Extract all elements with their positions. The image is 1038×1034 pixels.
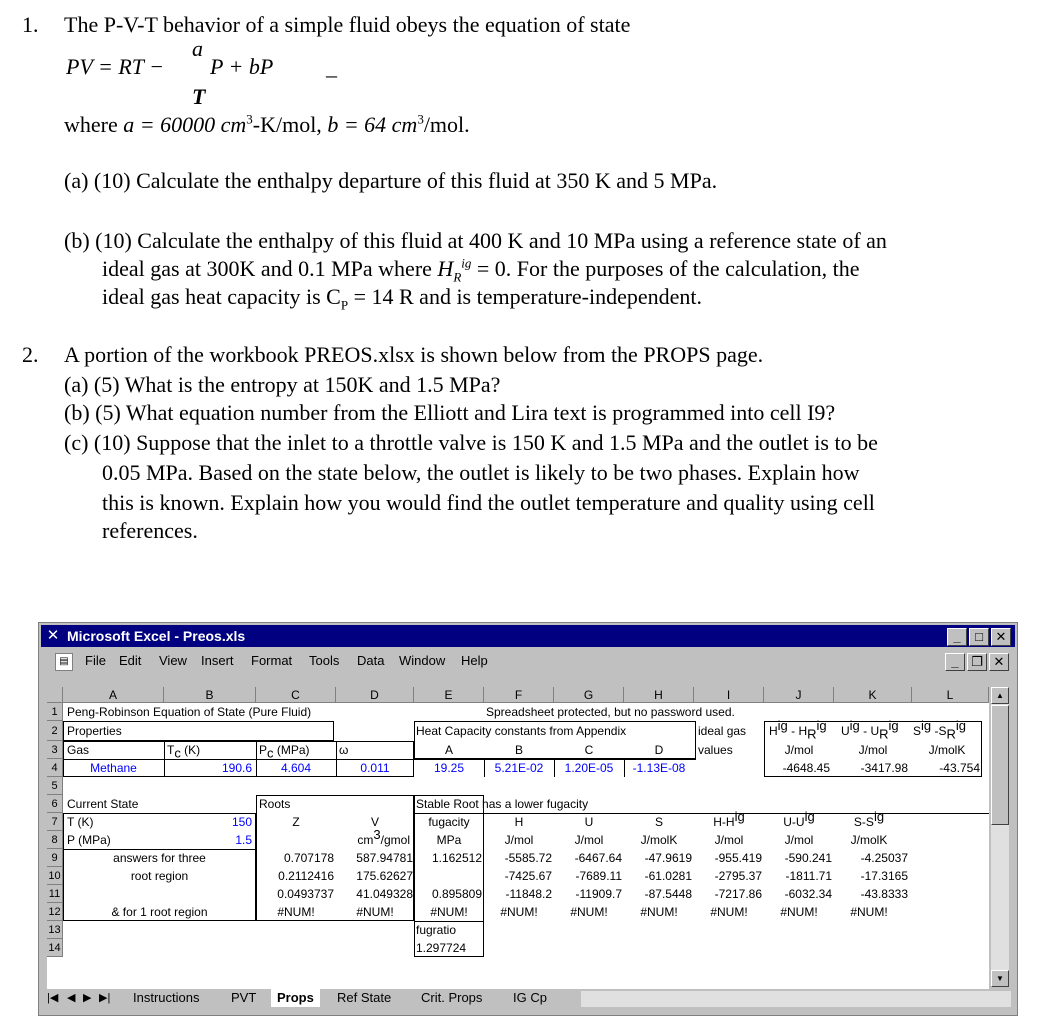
l2-sep: -S bbox=[931, 724, 947, 738]
cell-a1[interactable]: Peng-Robinson Equation of State (Pure Fluid) bbox=[67, 705, 312, 719]
cell-f8[interactable]: J/mol bbox=[504, 833, 534, 847]
cell-g8[interactable]: J/mol bbox=[574, 833, 604, 847]
row-header-3[interactable]: 3 bbox=[47, 741, 63, 759]
where-line bbox=[64, 112, 470, 138]
cell-g3[interactable]: C bbox=[584, 743, 594, 757]
cell-i3[interactable]: values bbox=[698, 743, 733, 757]
workbook-icon[interactable]: ▤ bbox=[55, 653, 73, 671]
cell-h10[interactable]: -61.0281 bbox=[644, 869, 692, 883]
q1-part-b-line1: (b) (10) Calculate the enthalpy of this fluid at 400 K and 10 MPa using a reference state of an bbox=[64, 228, 887, 253]
cell-a6[interactable]: Current State bbox=[67, 797, 139, 811]
cell-j4[interactable]: -4648.45 bbox=[782, 761, 830, 775]
cell-i12[interactable]: #NUM! bbox=[710, 905, 748, 919]
cell-d10[interactable]: 175.62627 bbox=[356, 869, 413, 883]
cell-a9[interactable]: answers for three bbox=[113, 851, 206, 865]
row-header-10[interactable]: 10 bbox=[47, 867, 63, 885]
row-header-14[interactable]: 14 bbox=[47, 939, 63, 957]
cell-h11[interactable]: -87.5448 bbox=[644, 887, 692, 901]
cell-b8[interactable]: 1.5 bbox=[235, 833, 252, 847]
cell-i8[interactable]: J/mol bbox=[714, 833, 744, 847]
equation-lhs: PV = RT − bbox=[66, 54, 164, 79]
col-header-b[interactable]: B bbox=[164, 687, 256, 703]
cell-f3[interactable]: B bbox=[514, 743, 523, 757]
d8-post: /gmol bbox=[380, 833, 410, 847]
part-b-l3-pre: ideal gas heat capacity is C bbox=[102, 284, 341, 309]
excel-title-bar bbox=[41, 625, 1015, 647]
menu-data[interactable]: Data bbox=[357, 653, 385, 668]
part-b-l2-post: = 0. For the purposes of the calculation, the bbox=[476, 256, 860, 281]
l2-S: S bbox=[913, 724, 922, 738]
cell-g7[interactable]: U bbox=[584, 815, 594, 829]
cell-c12[interactable]: #NUM! bbox=[277, 905, 315, 919]
cell-g9[interactable]: -6467.64 bbox=[574, 851, 622, 865]
cell-e2[interactable]: Heat Capacity constants from Appendix bbox=[416, 724, 627, 738]
cell-c3[interactable] bbox=[259, 741, 310, 759]
cell-l4[interactable]: -43.754 bbox=[939, 761, 980, 775]
cell-k2[interactable] bbox=[841, 718, 899, 742]
where-prefix: where bbox=[64, 112, 118, 137]
cell-j12[interactable]: #NUM! bbox=[780, 905, 818, 919]
tab-ref-state[interactable]: Ref State bbox=[337, 990, 392, 1005]
cell-k11[interactable]: -43.8333 bbox=[860, 887, 908, 901]
cell-f4[interactable]: 5.21E-02 bbox=[494, 761, 544, 775]
cell-h12[interactable]: #NUM! bbox=[640, 905, 678, 919]
cell-k7[interactable] bbox=[834, 809, 904, 831]
l2-ig: ig bbox=[921, 718, 932, 733]
q1-intro: The P-V-T behavior of a simple fluid obeys the equation of state bbox=[64, 12, 631, 37]
part-b-l3-post: = 14 R and is temperature-independent. bbox=[353, 284, 703, 309]
row-header-9[interactable]: 9 bbox=[47, 849, 63, 867]
k2-R: R bbox=[879, 726, 889, 742]
cell-a2[interactable]: Properties bbox=[67, 724, 122, 738]
cell-a10[interactable]: root region bbox=[130, 869, 189, 883]
cell-j11[interactable]: -6032.34 bbox=[784, 887, 832, 901]
cell-e3[interactable]: A bbox=[444, 743, 453, 757]
row-header-12[interactable]: 12 bbox=[47, 903, 63, 921]
where-a: a = 60000 cm bbox=[123, 112, 247, 137]
doc-minimize-icon[interactable]: _ bbox=[945, 653, 965, 671]
row-header-2[interactable]: 2 bbox=[47, 721, 63, 741]
tab-first-icon[interactable]: |◀ bbox=[47, 992, 59, 1004]
cell-j3[interactable]: J/mol bbox=[784, 743, 814, 757]
tab-next-icon[interactable]: ▶ bbox=[83, 992, 92, 1004]
cell-d4[interactable]: 0.011 bbox=[360, 761, 390, 775]
cell-f11[interactable]: -11848.2 bbox=[505, 887, 552, 901]
col-header-i[interactable]: I bbox=[694, 687, 764, 703]
d8-cm: cm bbox=[357, 833, 374, 847]
cell-d7[interactable]: V bbox=[370, 815, 379, 829]
c3-post: (MPa) bbox=[273, 743, 310, 757]
cell-c6[interactable]: Roots bbox=[259, 797, 291, 811]
cell-h8[interactable]: J/molK bbox=[640, 833, 678, 847]
excel-title: Microsoft Excel - Preos.xls bbox=[67, 628, 246, 644]
cell-f12[interactable]: #NUM! bbox=[500, 905, 538, 919]
col-header-e[interactable]: E bbox=[414, 687, 484, 703]
cell-e12[interactable]: #NUM! bbox=[430, 905, 468, 919]
q2-intro: A portion of the workbook PREOS.xlsx is shown below from the PROPS page. bbox=[64, 342, 764, 367]
q1-part-b-line3 bbox=[102, 284, 703, 313]
cell-f7[interactable]: H bbox=[514, 815, 524, 829]
q2-part-c-line2: 0.05 MPa. Based on the state below, the outlet is likely to be two phases. Explain how bbox=[102, 460, 860, 485]
doc-close-icon[interactable]: ✕ bbox=[989, 653, 1009, 671]
cell-j7[interactable] bbox=[764, 809, 834, 831]
col-header-d[interactable]: D bbox=[336, 687, 414, 703]
part-b-H: H bbox=[437, 256, 454, 281]
cell-c7[interactable]: Z bbox=[292, 815, 300, 829]
tab-last-icon[interactable]: ▶| bbox=[99, 992, 111, 1004]
vertical-scrollbar[interactable] bbox=[991, 687, 1009, 987]
cell-e14[interactable]: 1.297724 bbox=[416, 941, 467, 955]
cell-g4[interactable]: 1.20E-05 bbox=[564, 761, 614, 775]
cell-h7[interactable]: S bbox=[654, 815, 663, 829]
tab-ig-cp[interactable]: IG Cp bbox=[513, 990, 547, 1005]
cell-k4[interactable]: -3417.98 bbox=[860, 761, 908, 775]
cell-l3[interactable]: J/molK bbox=[928, 743, 966, 757]
col-header-j[interactable]: J bbox=[764, 687, 834, 703]
cell-g11[interactable]: -11909.7 bbox=[575, 887, 622, 901]
col-header-l[interactable]: L bbox=[912, 687, 989, 703]
c3-c: c bbox=[267, 745, 274, 761]
j2-ig: ig bbox=[777, 718, 788, 733]
equation-rest: P + bP bbox=[210, 54, 274, 79]
spreadsheet-grid[interactable] bbox=[47, 687, 989, 989]
cell-l2[interactable] bbox=[913, 718, 966, 742]
cell-d9[interactable]: 587.94781 bbox=[356, 851, 413, 865]
cell-f10[interactable]: -7425.67 bbox=[504, 869, 552, 883]
l2-ig2: ig bbox=[955, 718, 966, 733]
k2-sep: - U bbox=[859, 724, 880, 738]
cell-j8[interactable]: J/mol bbox=[784, 833, 814, 847]
cell-e9[interactable]: 1.162512 bbox=[431, 851, 482, 865]
q1-part-a: (a) (10) Calculate the enthalpy departure of this fluid at 350 K and 5 MPa. bbox=[64, 168, 718, 193]
tab-pvt[interactable]: PVT bbox=[231, 990, 257, 1005]
tab-crit-props[interactable]: Crit. Props bbox=[421, 990, 483, 1005]
select-all-corner[interactable] bbox=[47, 687, 63, 703]
q2-part-c-line4: references. bbox=[102, 518, 198, 543]
cell-f1[interactable]: Spreadsheet protected, but no password used. bbox=[486, 705, 735, 719]
cell-e4[interactable]: 19.25 bbox=[433, 761, 465, 775]
cell-i10[interactable]: -2795.37 bbox=[714, 869, 762, 883]
equation-a: a bbox=[192, 36, 203, 61]
tab-prev-icon[interactable]: ◀ bbox=[67, 992, 76, 1004]
close-icon[interactable]: ✕ bbox=[991, 628, 1011, 646]
cell-a7[interactable]: T (K) bbox=[67, 815, 94, 829]
cell-a8[interactable]: P (MPa) bbox=[67, 833, 111, 847]
cell-i11[interactable]: -7217.86 bbox=[714, 887, 762, 901]
equation-T: T bbox=[192, 84, 206, 109]
col-header-k[interactable]: K bbox=[834, 687, 912, 703]
part-b-l2-pre: ideal gas at 300K and 0.1 MPa where bbox=[102, 256, 432, 281]
cell-d12[interactable]: #NUM! bbox=[356, 905, 394, 919]
q1-part-b-line2 bbox=[102, 255, 860, 285]
k2-ig2: ig bbox=[888, 718, 899, 733]
scroll-thumb[interactable] bbox=[991, 705, 1009, 825]
maximize-icon[interactable]: □ bbox=[969, 628, 989, 646]
cell-g10[interactable]: -7689.11 bbox=[575, 869, 622, 883]
menu-format[interactable]: Format bbox=[251, 653, 293, 668]
row-header-6[interactable]: 6 bbox=[47, 795, 63, 813]
menu-view[interactable]: View bbox=[159, 653, 187, 668]
where-b-unit: /mol. bbox=[423, 112, 470, 137]
cell-b3[interactable] bbox=[167, 741, 200, 759]
row-header-1[interactable]: 1 bbox=[47, 703, 63, 721]
q2-part-c-line3: this is known. Explain how you would find the outlet temperature and quality using cell bbox=[102, 490, 875, 515]
cell-k12[interactable]: #NUM! bbox=[850, 905, 888, 919]
j7-ig: ig bbox=[804, 809, 815, 824]
cell-k8[interactable]: J/molK bbox=[850, 833, 888, 847]
menu-insert[interactable]: Insert bbox=[201, 653, 234, 668]
k7-ig: ig bbox=[873, 809, 885, 824]
q1-number: 1. bbox=[22, 12, 39, 37]
menu-window[interactable]: Window bbox=[399, 653, 446, 668]
sheet-tabs-bar bbox=[41, 989, 1015, 1009]
cell-k10[interactable]: -17.3165 bbox=[860, 869, 908, 883]
cell-d8[interactable] bbox=[336, 827, 410, 849]
k2-ig: ig bbox=[849, 718, 860, 733]
row-header-7[interactable]: 7 bbox=[47, 813, 63, 831]
cell-h3[interactable]: D bbox=[654, 743, 664, 757]
row-header-11[interactable]: 11 bbox=[47, 885, 63, 903]
k7-text: S-S bbox=[853, 815, 874, 829]
part-b-ig: ig bbox=[461, 255, 472, 271]
cell-a12[interactable]: & for 1 root region bbox=[111, 905, 208, 919]
tab-props[interactable]: Props bbox=[271, 989, 320, 1007]
l2-R: R bbox=[946, 726, 956, 742]
horizontal-scrollbar[interactable] bbox=[581, 991, 1011, 1007]
cell-i2[interactable]: ideal gas bbox=[698, 724, 747, 738]
i7-ig: ig bbox=[734, 809, 745, 824]
col-header-c[interactable]: C bbox=[256, 687, 336, 703]
excel-window bbox=[38, 622, 1018, 1016]
cell-f9[interactable]: -5585.72 bbox=[504, 851, 552, 865]
cell-c4[interactable]: 4.604 bbox=[280, 761, 312, 775]
j2-ig2: ig bbox=[816, 718, 827, 733]
menu-help[interactable]: Help bbox=[461, 653, 488, 668]
cell-e8[interactable]: MPa bbox=[436, 833, 462, 847]
sup-3b: 3 bbox=[417, 111, 424, 127]
j7-text: U-U bbox=[783, 815, 805, 829]
excel-logo-icon: ✕ bbox=[46, 627, 60, 644]
row-header-8[interactable]: 8 bbox=[47, 831, 63, 849]
cell-b7[interactable]: 150 bbox=[231, 815, 252, 829]
cell-d3[interactable]: ω bbox=[339, 743, 349, 757]
b3-post: (K) bbox=[180, 743, 201, 757]
cell-c11[interactable]: 0.0493737 bbox=[277, 887, 334, 901]
scroll-up-icon[interactable]: ▲ bbox=[991, 687, 1009, 704]
row-header-5[interactable]: 5 bbox=[47, 777, 63, 795]
menu-bar bbox=[41, 650, 1015, 672]
col-header-g[interactable]: G bbox=[554, 687, 624, 703]
cell-a3[interactable]: Gas bbox=[67, 743, 90, 757]
q2-part-a: (a) (5) What is the entropy at 150K and 1.5 MPa? bbox=[64, 372, 501, 397]
where-b: b = 64 cm bbox=[327, 112, 418, 137]
d8-3: 3 bbox=[373, 827, 381, 842]
cell-i7[interactable] bbox=[694, 809, 764, 831]
cell-j2[interactable] bbox=[769, 718, 827, 742]
tab-instructions[interactable]: Instructions bbox=[133, 990, 200, 1005]
cell-i9[interactable]: -955.419 bbox=[714, 851, 762, 865]
k2-U: U bbox=[841, 724, 850, 738]
menu-file[interactable]: File bbox=[85, 653, 106, 668]
menu-tools[interactable]: Tools bbox=[309, 653, 340, 668]
q2-number: 2. bbox=[22, 342, 39, 367]
cell-e6[interactable]: Stable Root has a lower fugacity bbox=[416, 797, 589, 811]
scroll-down-icon[interactable]: ▼ bbox=[991, 970, 1009, 987]
cell-h9[interactable]: -47.9619 bbox=[644, 851, 692, 865]
j2-H: H bbox=[769, 724, 778, 738]
cell-h4[interactable]: -1.13E-08 bbox=[632, 761, 686, 775]
doc-restore-icon[interactable]: ❐ bbox=[967, 653, 987, 671]
cell-k9[interactable]: -4.25037 bbox=[860, 851, 908, 865]
b3-T: T bbox=[167, 743, 175, 757]
cell-e11[interactable]: 0.895809 bbox=[431, 887, 482, 901]
cell-e13[interactable]: fugratio bbox=[416, 923, 457, 937]
j2-sep: - H bbox=[787, 724, 808, 738]
where-a-unit: -K/mol, bbox=[252, 112, 322, 137]
menu-edit[interactable]: Edit bbox=[119, 653, 142, 668]
cell-j10[interactable]: -1811.71 bbox=[785, 869, 832, 883]
b3-c: c bbox=[174, 745, 181, 761]
col-header-h[interactable]: H bbox=[624, 687, 694, 703]
c3-P: P bbox=[259, 743, 268, 757]
row-header-4[interactable]: 4 bbox=[47, 759, 63, 777]
cell-c10[interactable]: 0.2112416 bbox=[278, 869, 334, 883]
cell-b4[interactable]: 190.6 bbox=[221, 761, 252, 775]
cell-c9[interactable]: 0.707178 bbox=[283, 851, 334, 865]
q2-part-c-line1: (c) (10) Suppose that the inlet to a throttle valve is 150 K and 1.5 MPa and the outlet is to be bbox=[64, 430, 878, 455]
sup-3: 3 bbox=[246, 111, 253, 127]
minimize-icon[interactable]: _ bbox=[947, 628, 967, 646]
cell-a4[interactable]: Methane bbox=[90, 761, 137, 775]
part-b-P: P bbox=[340, 297, 349, 313]
row-header-13[interactable]: 13 bbox=[47, 921, 63, 939]
i7-text: H-H bbox=[713, 815, 735, 829]
q2-part-b: (b) (5) What equation number from the Elliott and Lira text is programmed into cell I9? bbox=[64, 400, 836, 425]
cell-k3[interactable]: J/mol bbox=[858, 743, 888, 757]
equation-dash: – bbox=[326, 62, 337, 87]
col-header-a[interactable]: A bbox=[63, 687, 164, 703]
cell-d11[interactable]: 41.049328 bbox=[356, 887, 413, 901]
part-b-R: R bbox=[453, 269, 462, 285]
cell-j9[interactable]: -590.241 bbox=[784, 851, 832, 865]
col-header-f[interactable]: F bbox=[484, 687, 554, 703]
cell-e7[interactable]: fugacity bbox=[428, 815, 470, 829]
j2-R: R bbox=[807, 726, 817, 742]
cell-g12[interactable]: #NUM! bbox=[570, 905, 608, 919]
